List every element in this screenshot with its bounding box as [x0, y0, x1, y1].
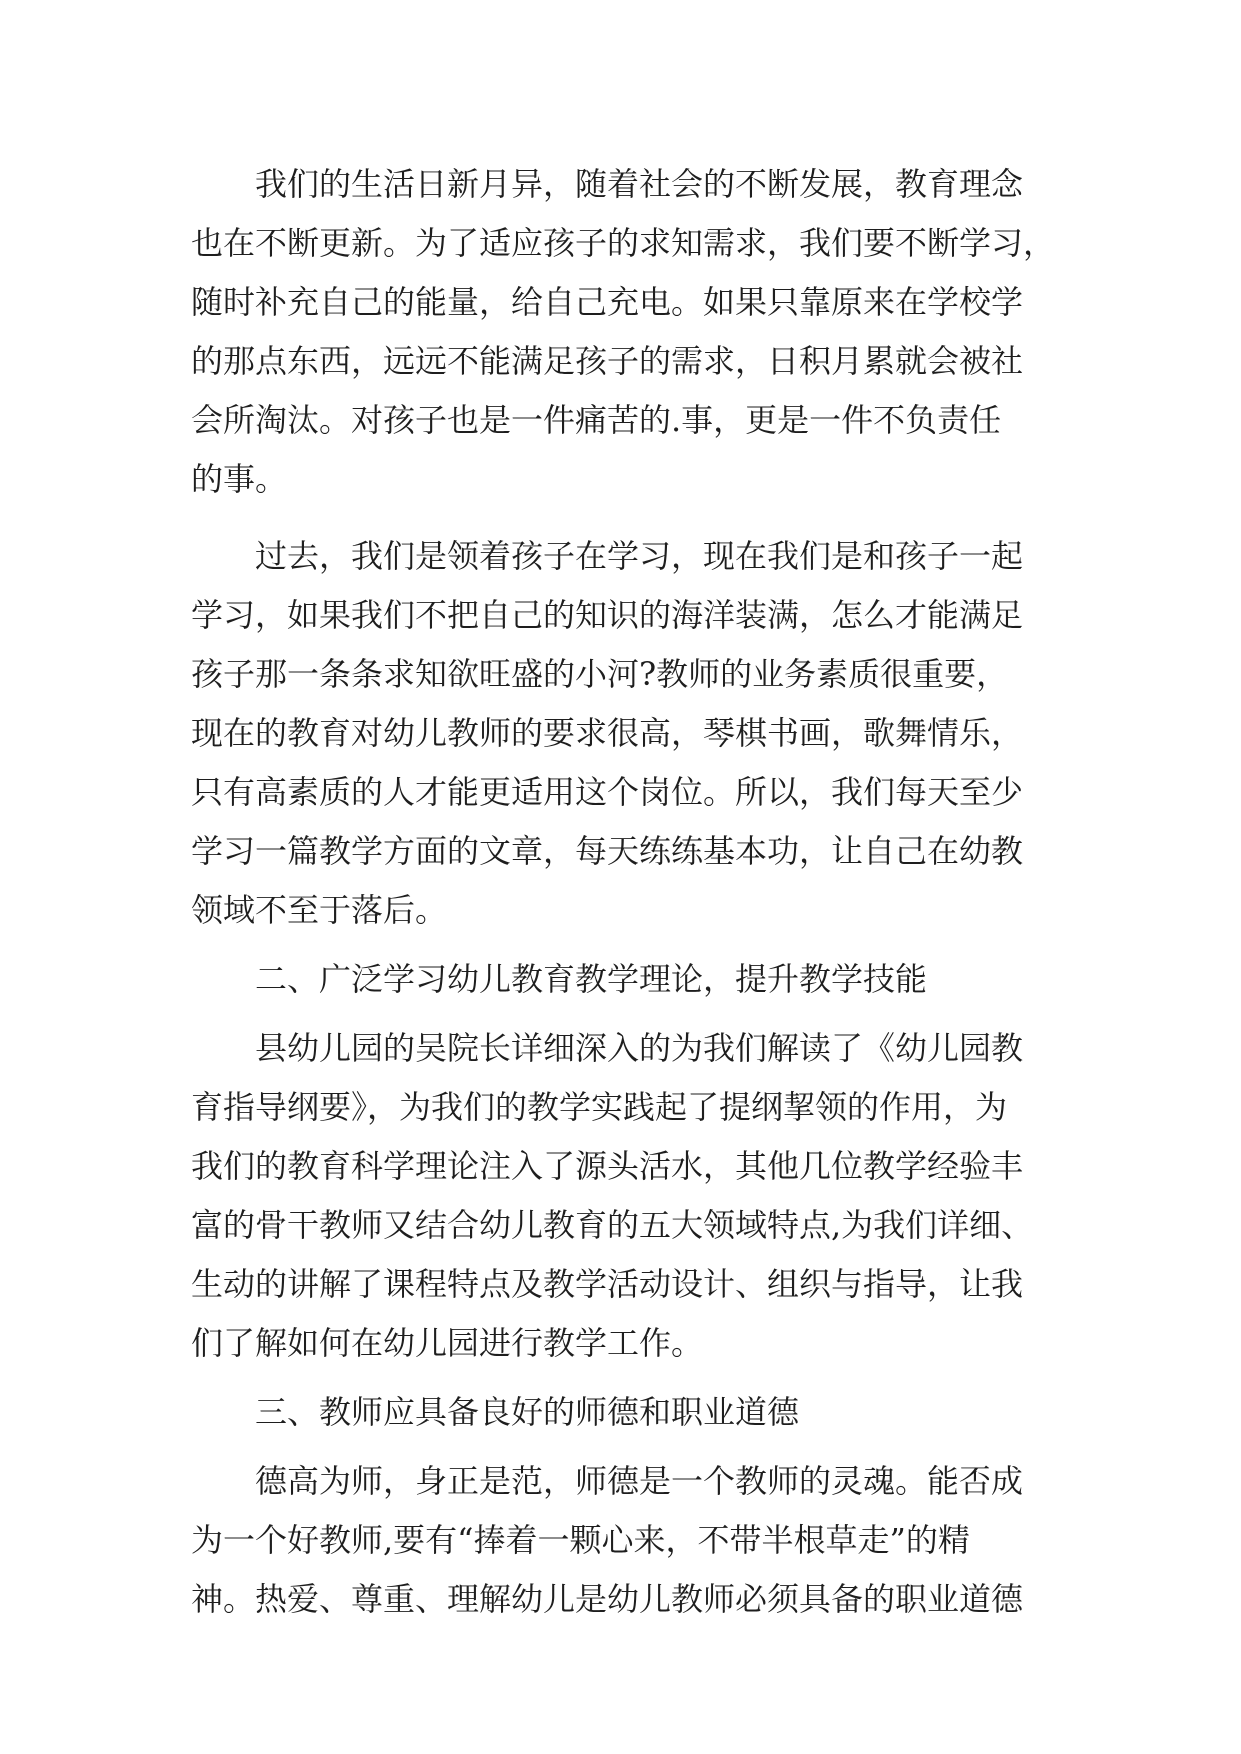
- text-line: 领域不至于落后。: [191, 891, 448, 929]
- paragraph-gap: [191, 1442, 1071, 1452]
- text-line: 育指导纲要》，为我们的教学实践起了提纲挈领的作用，为: [191, 1088, 1008, 1126]
- document-body: [191, 155, 1071, 1629]
- text-line: 我们的生活日新月异，随着社会的不断发展，教育理念: [255, 165, 1024, 203]
- text-line: 也在不断更新。为了适应孩子的求知需求，我们要不断学习，: [191, 224, 1056, 262]
- text-line: 为一个好教师,要有“捧着一颗心来，不带半根草走”的精: [191, 1521, 970, 1559]
- text-line: 学习，如果我们不把自己的知识的海洋装满，怎么才能满足: [191, 596, 1024, 634]
- paragraph-1: [191, 155, 1071, 509]
- text-line: 富的骨干教师又结合幼儿教育的五大领域特点,为我们详细、: [191, 1206, 1034, 1244]
- text-line: 县幼儿园的吴院长详细深入的为我们解读了《幼儿园教: [255, 1029, 1024, 1067]
- paragraph-gap: [191, 1009, 1071, 1019]
- text-line: 学习一篇教学方面的文章，每天练练基本功，让自己在幼教: [191, 832, 1024, 870]
- text-line: 的那点东西，远远不能满足孩子的需求，日积月累就会被社: [191, 342, 1024, 380]
- text-line: 我们的教育科学理论注入了源头活水，其他几位教学经验丰: [191, 1147, 1024, 1185]
- text-line: 德高为师，身正是范，师德是一个教师的灵魂。能否成: [255, 1462, 1024, 1500]
- text-line: 现在的教育对幼儿教师的要求很高，琴棋书画，歌舞情乐，: [191, 714, 1024, 752]
- text-line: 的事。: [191, 460, 288, 498]
- text-line: 会所淘汰。对孩子也是一件痛苦的.事，更是一件不负责任: [191, 401, 1002, 439]
- text-line: 只有高素质的人才能更适用这个岗位。所以，我们每天至少: [191, 773, 1024, 811]
- paragraph-gap: [191, 509, 1071, 527]
- paragraph-gap: [191, 1373, 1071, 1383]
- paragraph-2: [191, 527, 1071, 940]
- text-line: 过去，我们是领着孩子在学习，现在我们是和孩子一起: [255, 537, 1024, 575]
- section-heading-2: 二、广泛学习幼儿教育教学理论，提升教学技能: [255, 960, 928, 998]
- paragraph-3: [191, 1019, 1071, 1373]
- paragraph-gap: [191, 940, 1071, 950]
- paragraph-4: [191, 1452, 1071, 1629]
- text-line: 生动的讲解了课程特点及教学活动设计、组织与指导，让我: [191, 1265, 1024, 1303]
- section-heading-3: 三、教师应具备良好的师德和职业道德: [255, 1393, 800, 1431]
- text-line: 神。热爱、尊重、理解幼儿是幼儿教师必须具备的职业道德: [191, 1580, 1024, 1618]
- text-line: 孩子那一条条求知欲旺盛的小河?教师的业务素质很重要，: [191, 655, 1009, 693]
- text-line: 们了解如何在幼儿园进行教学工作。: [191, 1324, 704, 1362]
- text-line: 随时补充自己的能量，给自己充电。如果只靠原来在学校学: [191, 283, 1024, 321]
